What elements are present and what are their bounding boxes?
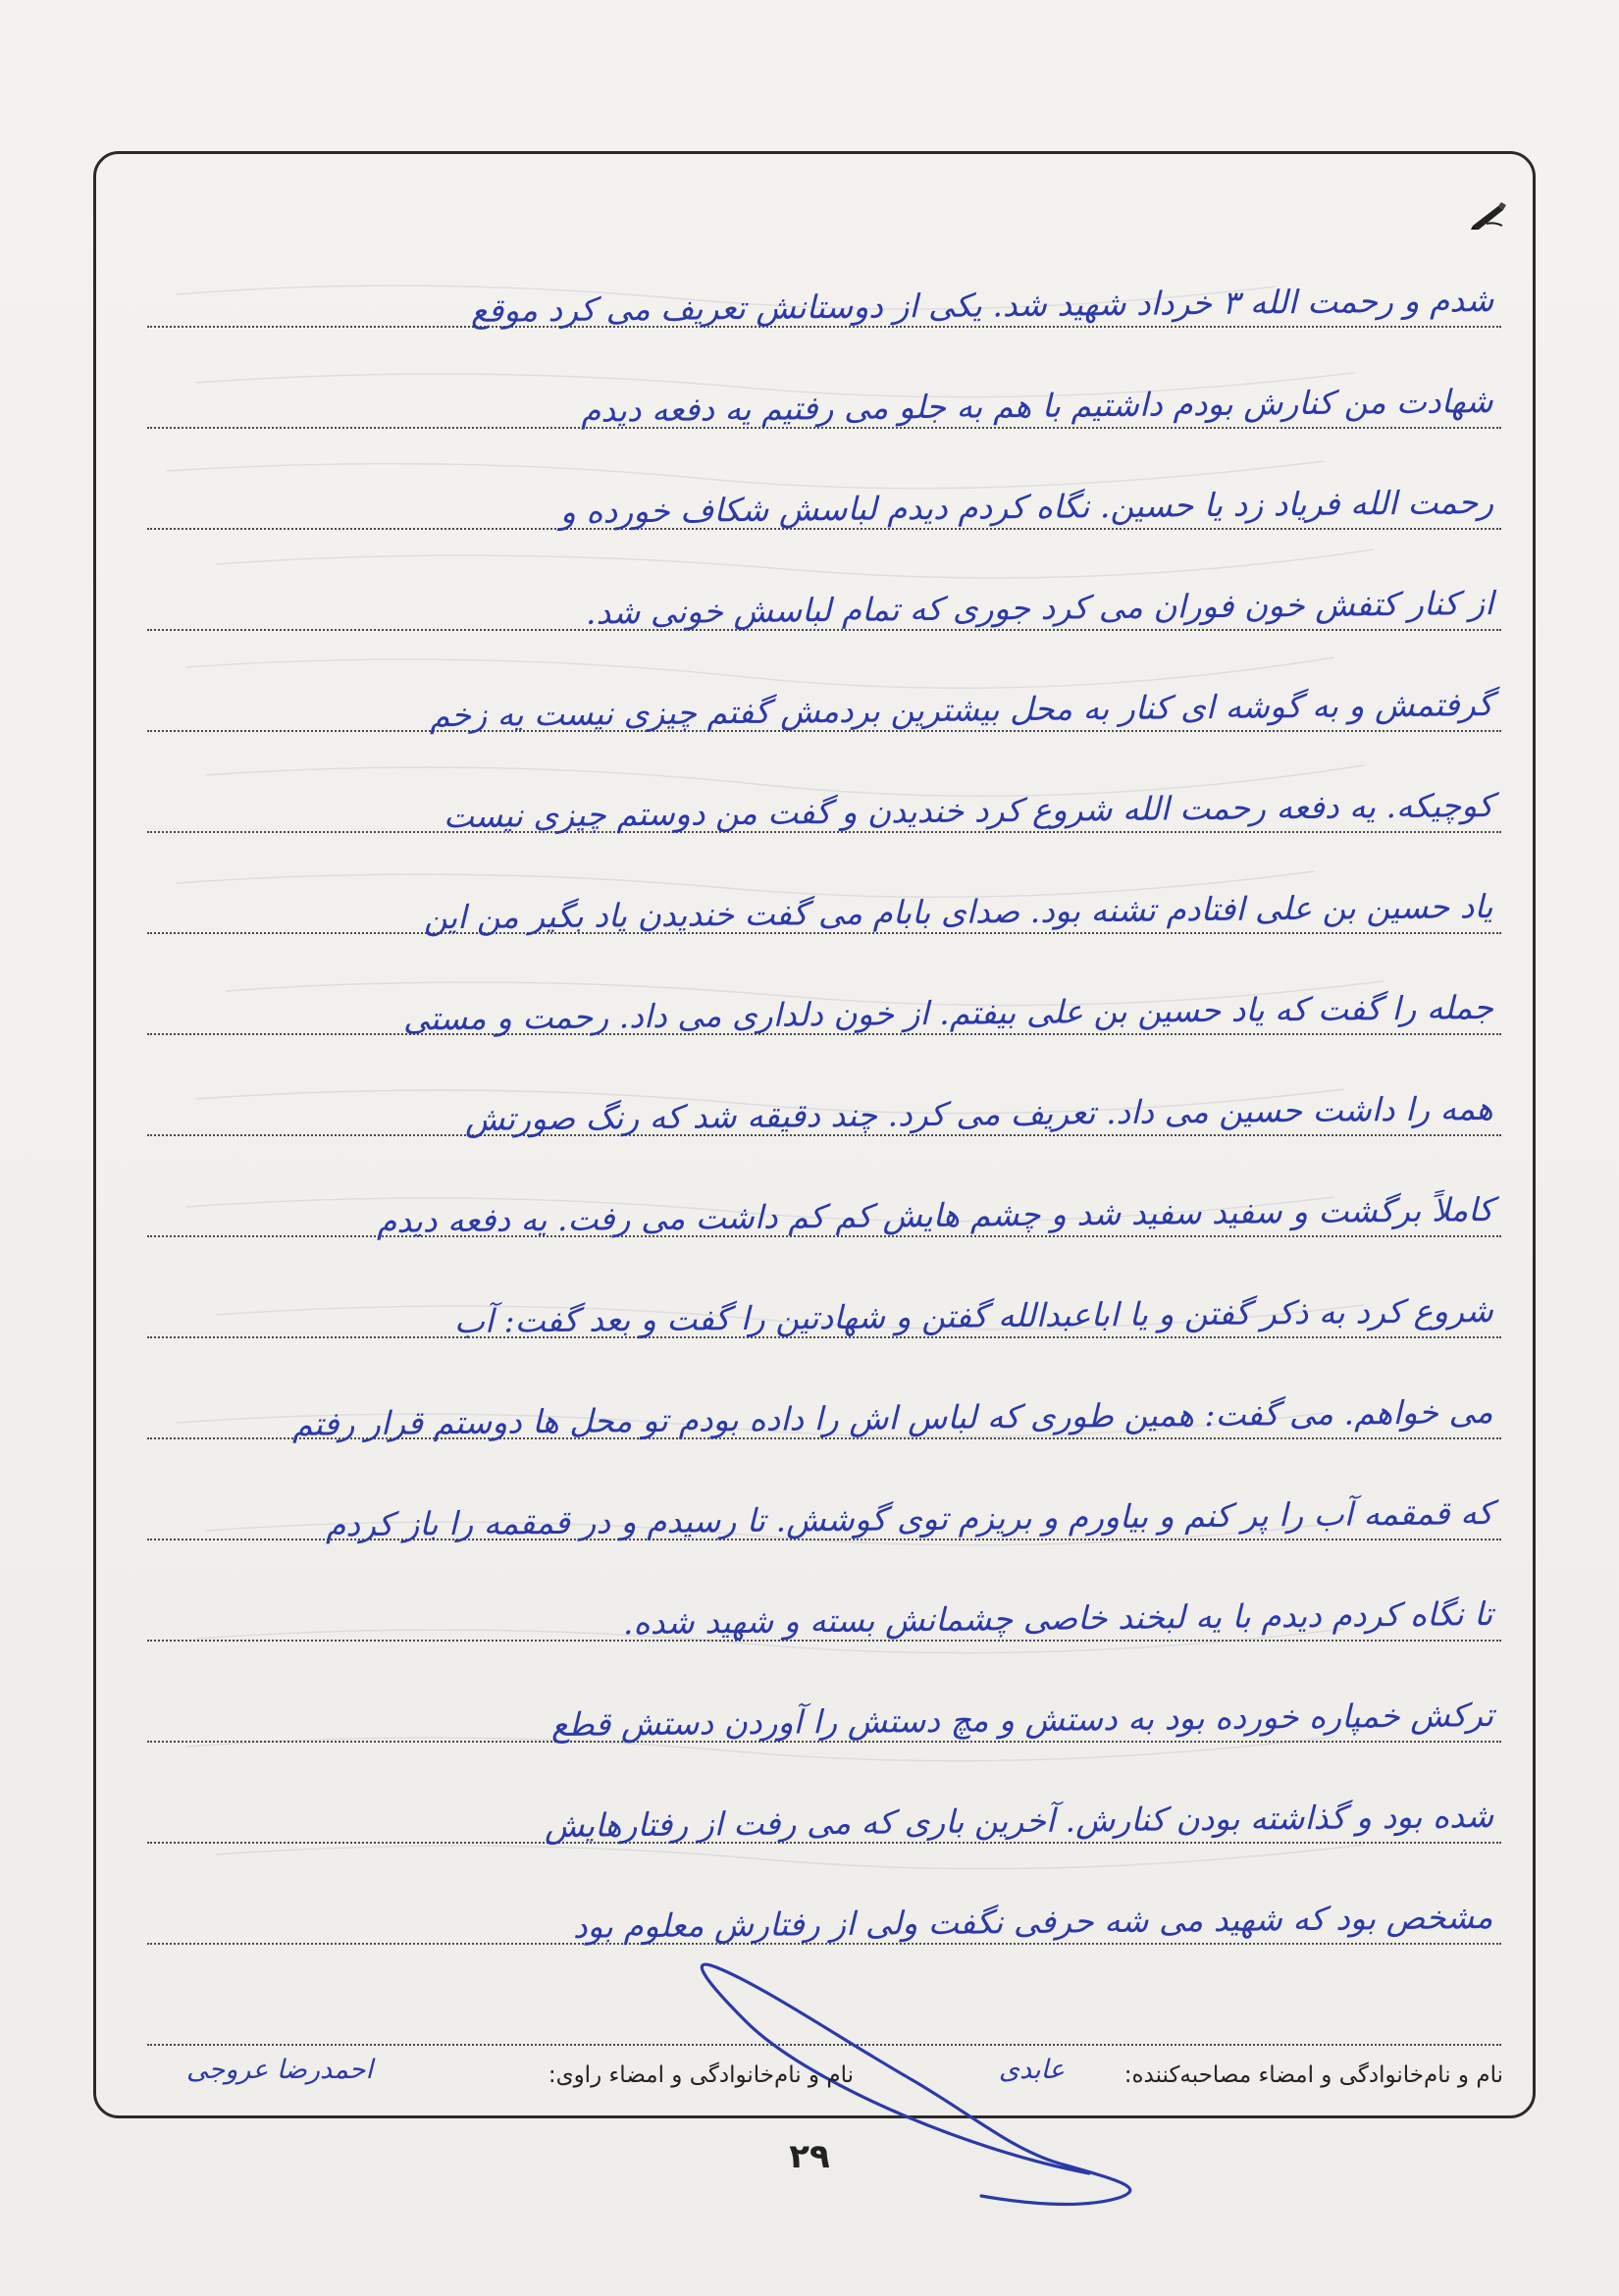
writing-hand-icon [1469, 200, 1508, 232]
handwritten-text: از کنار کتفش خون فوران می کرد جوری که تمام لباسش خونی شد. [585, 584, 1493, 632]
handwritten-text: همه را داشت حسین می داد. تعریف می کرد. چند دقیقه شد که رنگ صورتش [464, 1089, 1493, 1138]
handwritten-text: می خواهم. می گفت: همین طوری که لباس اش را داده بودم تو محل ها دوستم قرار رفتم [291, 1392, 1493, 1443]
transcript-line [147, 871, 1501, 937]
handwritten-text: رحمت الله فریاد زد یا حسین. نگاه کردم دیدم لباسش شکاف خورده و [559, 483, 1493, 531]
handwritten-text: شهادت من کنارش بودم داشتیم با هم به جلو می رفتیم یه دفعه دیدم [580, 382, 1493, 430]
signature-footer [118, 2051, 1511, 2110]
transcript-line [147, 1174, 1501, 1240]
transcript-line [147, 265, 1501, 328]
transcript-line [147, 972, 1501, 1038]
transcript-line [147, 1276, 1501, 1341]
transcript-body [147, 265, 1501, 2031]
transcript-line [147, 1377, 1501, 1443]
transcript-line [147, 669, 1501, 735]
handwritten-text: تا نگاه کردم دیدم با یه لبخند خاصی چشمانش بسته و شهید شده. [623, 1594, 1493, 1643]
handwritten-text: مشخص بود که شهید می شه حرفی نگفت ولی از رفتارش معلوم بود [573, 1898, 1493, 1946]
handwritten-text: گرفتمش و به گوشه ای کنار به محل بیشترین بردمش گفتم چیزی نیست یه زخم [429, 685, 1493, 735]
transcript-line [147, 1680, 1501, 1743]
handwritten-text: کاملاً برگشت و سفید سفید شد و چشم هایش کم کم داشت می رفت. یه دفعه دیدم [376, 1190, 1493, 1240]
transcript-line [147, 1781, 1501, 1844]
handwritten-text: جمله را گفت که یاد حسین بن علی بیفتم. از خون دلداری می داد. رحمت و مستی [402, 988, 1493, 1038]
handwritten-text: شدم و رحمت الله ۳ خرداد شهید شد. یکی از دوستانش تعریف می کرد موقع [470, 281, 1493, 330]
page-number: ۲۹ [789, 2137, 830, 2176]
handwritten-text: کوچیکه. یه دفعه رحمت الله شروع کرد خندیدن و گفت من دوستم چیزی نیست [443, 786, 1493, 836]
narrator-label: نام و نام‌خانوادگی و امضاء راوی: [548, 2062, 854, 2088]
transcript-line [147, 1579, 1501, 1642]
narrator-signature: احمدرضا عروجی [186, 2055, 373, 2085]
transcript-line [147, 467, 1501, 530]
transcript-line [147, 1478, 1501, 1544]
handwritten-text: ترکش خمپاره خورده بود به دستش و مچ دستش را آوردن دستش قطع [550, 1696, 1493, 1745]
interviewer-label: نام و نام‌خانوادگی و امضاء مصاحبه‌کننده: [1123, 2062, 1503, 2088]
handwritten-text: که قمقمه آب را پر کنم و بیاورم و بریزم توی گوشش. تا رسیدم و در قمقمه را باز کردم [325, 1493, 1493, 1544]
transcript-line [147, 1882, 1501, 1945]
transcript-line [147, 770, 1501, 836]
transcript-line [147, 366, 1501, 429]
transcript-line [147, 568, 1501, 631]
transcript-line [147, 1983, 1501, 2046]
transcript-line [147, 1073, 1501, 1136]
interviewer-signature: عابدی [998, 2055, 1065, 2085]
handwritten-text: شروع کرد به ذکر گفتن و یا اباعبدالله گفتن و شهادتین را گفت و بعد گفت: آب [453, 1291, 1493, 1341]
handwritten-text: یاد حسین بن علی افتادم تشنه بود. صدای بابام می گفت خندیدن یاد بگیر من این [423, 887, 1493, 937]
handwritten-text: شده بود و گذاشته بودن کنارش. آخرین باری که می رفت از رفتارهایش [544, 1797, 1493, 1846]
